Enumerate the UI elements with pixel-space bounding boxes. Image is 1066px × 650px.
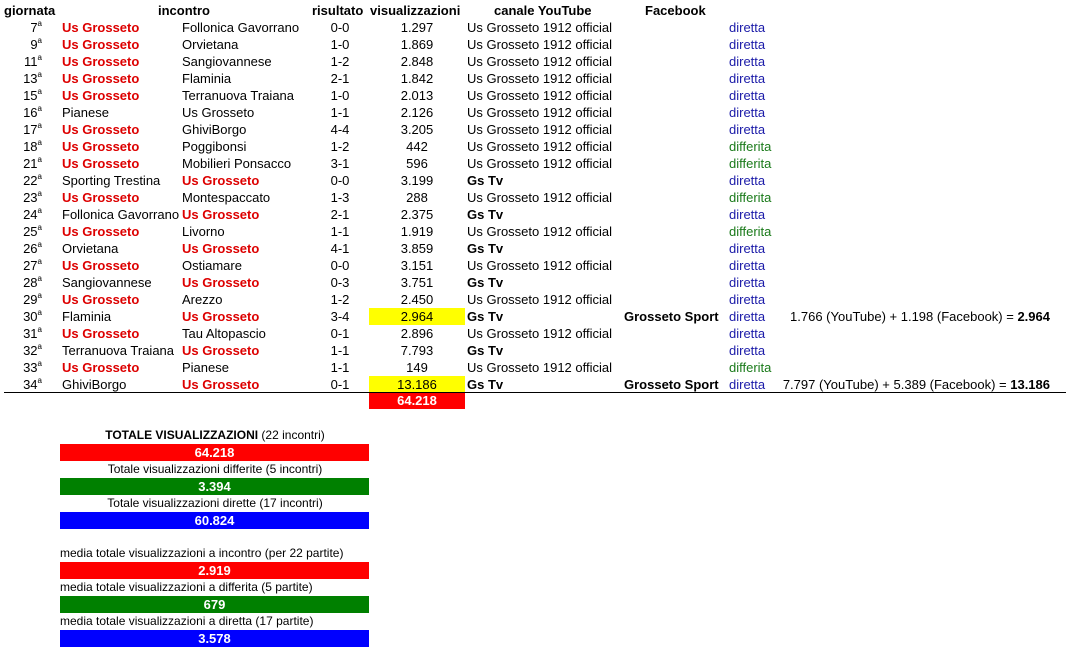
giornata-number: 32 [23, 343, 38, 358]
home-team: Us Grosseto [62, 156, 140, 171]
away-team: Orvietana [182, 37, 239, 52]
summary-value-bar: 2.919 [60, 562, 369, 579]
facebook-page: Grosseto Sport [624, 377, 719, 392]
youtube-channel: Gs Tv [467, 207, 504, 222]
header-facebook: Facebook [645, 3, 706, 18]
views-value: 13.186 [397, 377, 437, 392]
broadcast-type: diretta [729, 88, 766, 103]
summary-label [60, 461, 370, 477]
header-risultato: risultato [312, 3, 364, 18]
ordinal-suffix: a [37, 376, 42, 385]
table-row [0, 223, 1066, 240]
giornata-cell [4, 376, 42, 393]
giornata-cell [4, 359, 42, 376]
giornata-number: 25 [23, 224, 38, 239]
youtube-channel: Gs Tv [467, 241, 504, 256]
youtube-channel: Us Grosseto 1912 official [467, 105, 612, 120]
table-row [0, 155, 1066, 172]
result: 1-0 [330, 37, 350, 52]
ordinal-suffix: a [37, 36, 42, 45]
result: 0-1 [330, 377, 350, 392]
giornata-number: 21 [23, 156, 38, 171]
away-team: Poggibonsi [182, 139, 247, 154]
giornata-number: 17 [23, 122, 38, 137]
ordinal-suffix: a [37, 257, 42, 266]
youtube-channel: Us Grosseto 1912 official [467, 139, 612, 154]
broadcast-type: diretta [729, 105, 766, 120]
home-team: Us Grosseto [62, 54, 140, 69]
giornata-cell [4, 206, 42, 223]
giornata-cell [4, 53, 42, 70]
giornata-number: 30 [23, 309, 38, 324]
giornata-number: 34 [23, 377, 38, 392]
table-row [0, 359, 1066, 376]
home-team: Follonica Gavorrano [62, 207, 180, 222]
table-row [0, 376, 1066, 393]
away-team: Us Grosseto [182, 377, 260, 392]
home-team: Us Grosseto [62, 71, 140, 86]
ordinal-suffix: a [37, 189, 42, 198]
youtube-channel: Us Grosseto 1912 official [467, 122, 612, 137]
giornata-cell [4, 257, 42, 274]
giornata-cell [4, 19, 42, 36]
giornata-cell [4, 87, 42, 104]
ordinal-suffix: a [37, 291, 42, 300]
home-team: Us Grosseto [62, 224, 140, 239]
home-team: Pianese [62, 105, 109, 120]
giornata-cell [4, 70, 42, 87]
views-cell [369, 87, 465, 104]
giornata-number: 16 [23, 105, 38, 120]
broadcast-type: diretta [729, 309, 766, 324]
home-team: Sangiovannese [62, 275, 152, 290]
ordinal-suffix: a [37, 172, 42, 181]
header-youtube: canale YouTube [494, 3, 592, 18]
summary-label-text: (22 incontri) [258, 428, 325, 442]
away-team: Mobilieri Ponsacco [182, 156, 292, 171]
table-row [0, 308, 1066, 325]
note-total: 2.964 [1017, 309, 1050, 324]
views-value: 3.151 [400, 258, 434, 273]
away-team: Montespaccato [182, 190, 271, 205]
views-value: 2.126 [400, 105, 434, 120]
home-team: Us Grosseto [62, 139, 140, 154]
result: 0-0 [330, 173, 350, 188]
summary-label-title: TOTALE VISUALIZZAZIONI [105, 428, 259, 442]
views-cell [369, 53, 465, 70]
result: 1-1 [330, 224, 350, 239]
views-value: 2.013 [400, 88, 434, 103]
giornata-number: 33 [23, 360, 38, 375]
giornata-number: 15 [23, 88, 38, 103]
result: 1-2 [330, 54, 350, 69]
away-team: Arezzo [182, 292, 223, 307]
away-team: Us Grosseto [182, 105, 255, 120]
away-team: GhiviBorgo [182, 122, 247, 137]
table-row [0, 189, 1066, 206]
giornata-cell [4, 36, 42, 53]
ordinal-suffix: a [37, 359, 42, 368]
views-value: 442 [406, 139, 428, 154]
views-value: 2.848 [400, 54, 434, 69]
views-value: 2.964 [400, 309, 434, 324]
ordinal-suffix: a [37, 138, 42, 147]
views-cell [369, 342, 465, 359]
broadcast-type: diretta [729, 343, 766, 358]
broadcast-type: diretta [729, 20, 766, 35]
youtube-channel: Us Grosseto 1912 official [467, 190, 612, 205]
broadcast-type: diretta [729, 54, 766, 69]
result: 1-0 [330, 88, 350, 103]
views-cell [369, 70, 465, 87]
views-breakdown-note [776, 308, 1050, 325]
giornata-number: 7 [30, 20, 38, 35]
youtube-channel: Gs Tv [467, 309, 504, 324]
youtube-channel: Us Grosseto 1912 official [467, 71, 612, 86]
views-cell [369, 308, 465, 325]
home-team: Us Grosseto [62, 122, 140, 137]
away-team: Pianese [182, 360, 229, 375]
away-team: Flaminia [182, 71, 232, 86]
views-cell [369, 138, 465, 155]
result: 0-0 [330, 20, 350, 35]
views-cell [369, 155, 465, 172]
views-value: 3.751 [400, 275, 434, 290]
broadcast-type: differita [729, 156, 772, 171]
away-team: Us Grosseto [182, 241, 260, 256]
result: 0-0 [330, 258, 350, 273]
broadcast-type: diretta [729, 173, 766, 188]
away-team: Us Grosseto [182, 275, 260, 290]
views-cell [369, 376, 465, 393]
giornata-cell [4, 104, 42, 121]
ordinal-suffix: a [37, 308, 42, 317]
summary-value-bar: 679 [60, 596, 369, 613]
views-value: 2.450 [400, 292, 434, 307]
away-team: Us Grosseto [182, 207, 260, 222]
giornata-number: 13 [23, 71, 38, 86]
youtube-channel: Gs Tv [467, 173, 504, 188]
ordinal-suffix: a [37, 87, 42, 96]
broadcast-type: diretta [729, 377, 766, 392]
giornata-number: 29 [23, 292, 38, 307]
views-value: 3.199 [400, 173, 434, 188]
giornata-number: 22 [23, 173, 38, 188]
result: 4-4 [330, 122, 350, 137]
giornata-cell [4, 155, 42, 172]
giornata-cell [4, 121, 42, 138]
summary-label [60, 495, 370, 511]
result: 3-4 [330, 309, 350, 324]
views-cell [369, 223, 465, 240]
ordinal-suffix: a [37, 70, 42, 79]
result: 0-3 [330, 275, 350, 290]
result: 1-1 [330, 343, 350, 358]
note-text: 7.797 (YouTube) + 5.389 (Facebook) = [782, 377, 1011, 392]
youtube-channel: Us Grosseto 1912 official [467, 20, 612, 35]
summary-value-bar: 60.824 [60, 512, 369, 529]
table-row [0, 70, 1066, 87]
result: 1-2 [330, 139, 350, 154]
youtube-channel: Us Grosseto 1912 official [467, 54, 612, 69]
table-row [0, 172, 1066, 189]
home-team: Us Grosseto [62, 326, 140, 341]
ordinal-suffix: a [37, 342, 42, 351]
broadcast-type: diretta [729, 258, 766, 273]
summary-label-text: Totale visualizzazioni differite (5 incontri) [107, 462, 323, 476]
summary-label [60, 427, 370, 443]
table-row [0, 257, 1066, 274]
broadcast-type: diretta [729, 241, 766, 256]
views-value: 1.869 [400, 37, 434, 52]
note-text: 1.766 (YouTube) + 1.198 (Facebook) = [790, 309, 1018, 324]
youtube-channel: Us Grosseto 1912 official [467, 88, 612, 103]
column-total: 64.218 [369, 393, 465, 409]
giornata-number: 18 [23, 139, 38, 154]
table-row [0, 240, 1066, 257]
ordinal-suffix: a [37, 223, 42, 232]
table-row [0, 138, 1066, 155]
summary-label-text: Totale visualizzazioni dirette (17 incontri) [107, 496, 323, 510]
views-cell [369, 291, 465, 308]
facebook-page: Grosseto Sport [624, 309, 719, 324]
views-value: 1.297 [400, 20, 434, 35]
away-team: Ostiamare [182, 258, 242, 273]
views-cell [369, 206, 465, 223]
broadcast-type: diretta [729, 326, 766, 341]
summary-label-text: media totale visualizzazioni a differita (5 partite) [60, 580, 313, 594]
ordinal-suffix: a [37, 240, 42, 249]
away-team: Tau Altopascio [182, 326, 266, 341]
views-cell [369, 240, 465, 257]
header-giornata: giornata [4, 3, 56, 18]
views-cell [369, 359, 465, 376]
views-cell [369, 121, 465, 138]
youtube-channel: Us Grosseto 1912 official [467, 360, 612, 375]
giornata-number: 27 [23, 258, 38, 273]
summary-label-text: media totale visualizzazioni a incontro (per 22 partite) [60, 546, 344, 560]
home-team: Us Grosseto [62, 190, 140, 205]
views-cell [369, 325, 465, 342]
home-team: Us Grosseto [62, 37, 140, 52]
table-row [0, 206, 1066, 223]
giornata-number: 28 [23, 275, 38, 290]
away-team: Follonica Gavorrano [182, 20, 300, 35]
giornata-cell [4, 240, 42, 257]
youtube-channel: Gs Tv [467, 343, 504, 358]
broadcast-type: differita [729, 190, 772, 205]
result: 3-1 [330, 156, 350, 171]
broadcast-type: diretta [729, 37, 766, 52]
header-visualizzazioni: visualizzazioni [370, 3, 461, 18]
header-incontro: incontro [158, 3, 210, 18]
views-cell [369, 19, 465, 36]
summary-value-bar: 3.394 [60, 478, 369, 495]
result: 1-3 [330, 190, 350, 205]
summary-value-bar: 3.578 [60, 630, 369, 647]
ordinal-suffix: a [37, 155, 42, 164]
youtube-channel: Us Grosseto 1912 official [467, 224, 612, 239]
table-row [0, 325, 1066, 342]
away-team: Us Grosseto [182, 343, 260, 358]
giornata-cell [4, 138, 42, 155]
giornata-number: 31 [23, 326, 38, 341]
giornata-number: 23 [23, 190, 38, 205]
youtube-channel: Gs Tv [467, 275, 504, 290]
result: 1-1 [330, 360, 350, 375]
views-cell [369, 36, 465, 53]
giornata-number: 24 [23, 207, 38, 222]
table-row [0, 104, 1066, 121]
giornata-cell [4, 172, 42, 189]
views-value: 1.842 [400, 71, 434, 86]
youtube-channel: Gs Tv [467, 377, 504, 392]
table-row [0, 291, 1066, 308]
home-team: GhiviBorgo [62, 377, 127, 392]
broadcast-type: diretta [729, 275, 766, 290]
summary-label [60, 579, 370, 595]
summary-value-bar: 64.218 [60, 444, 369, 461]
summary-label [60, 613, 370, 629]
broadcast-type: differita [729, 139, 772, 154]
views-value: 3.205 [400, 122, 434, 137]
away-team: Sangiovannese [182, 54, 272, 69]
views-cell [369, 104, 465, 121]
result: 1-2 [330, 292, 350, 307]
note-total: 13.186 [1010, 377, 1050, 392]
views-value: 2.896 [400, 326, 434, 341]
ordinal-suffix: a [37, 206, 42, 215]
result: 4-1 [330, 241, 350, 256]
table-row [0, 87, 1066, 104]
broadcast-type: differita [729, 224, 772, 239]
away-team: Us Grosseto [182, 173, 260, 188]
result: 0-1 [330, 326, 350, 341]
result: 1-1 [330, 105, 350, 120]
giornata-cell [4, 325, 42, 342]
youtube-channel: Us Grosseto 1912 official [467, 156, 612, 171]
youtube-channel: Us Grosseto 1912 official [467, 292, 612, 307]
broadcast-type: diretta [729, 292, 766, 307]
ordinal-suffix: a [37, 325, 42, 334]
views-breakdown-note [776, 376, 1050, 393]
summary-label [60, 545, 370, 561]
table-bottom-rule [4, 392, 1066, 393]
youtube-channel: Us Grosseto 1912 official [467, 258, 612, 273]
home-team: Us Grosseto [62, 88, 140, 103]
giornata-cell [4, 189, 42, 206]
views-value: 2.375 [400, 207, 434, 222]
giornata-cell [4, 291, 42, 308]
views-value: 596 [406, 156, 428, 171]
views-value: 1.919 [400, 224, 434, 239]
away-team: Us Grosseto [182, 309, 260, 324]
ordinal-suffix: a [37, 53, 42, 62]
giornata-number: 11 [24, 54, 38, 69]
table-row [0, 36, 1066, 53]
ordinal-suffix: a [37, 19, 42, 28]
away-team: Livorno [182, 224, 225, 239]
home-team: Us Grosseto [62, 360, 140, 375]
ordinal-suffix: a [37, 274, 42, 283]
youtube-channel: Us Grosseto 1912 official [467, 37, 612, 52]
table-row [0, 121, 1066, 138]
broadcast-type: diretta [729, 122, 766, 137]
broadcast-type: differita [729, 360, 772, 375]
table-row [0, 19, 1066, 36]
home-team: Us Grosseto [62, 258, 140, 273]
views-cell [369, 189, 465, 206]
table-row [0, 274, 1066, 291]
giornata-cell [4, 342, 42, 359]
views-value: 288 [406, 190, 428, 205]
views-value: 3.859 [400, 241, 434, 256]
result: 2-1 [330, 207, 350, 222]
home-team: Orvietana [62, 241, 119, 256]
home-team: Us Grosseto [62, 20, 140, 35]
giornata-number: 26 [23, 241, 38, 256]
giornata-cell [4, 223, 42, 240]
views-cell [369, 257, 465, 274]
views-value: 149 [406, 360, 428, 375]
home-team: Terranuova Traiana [62, 343, 175, 358]
broadcast-type: diretta [729, 71, 766, 86]
giornata-cell [4, 274, 42, 291]
giornata-number: 9 [30, 37, 38, 52]
youtube-channel: Us Grosseto 1912 official [467, 326, 612, 341]
home-team: Us Grosseto [62, 292, 140, 307]
table-row [0, 53, 1066, 70]
broadcast-type: diretta [729, 207, 766, 222]
ordinal-suffix: a [37, 121, 42, 130]
views-cell [369, 172, 465, 189]
away-team: Terranuova Traiana [182, 88, 295, 103]
table-row [0, 342, 1066, 359]
ordinal-suffix: a [37, 104, 42, 113]
home-team: Sporting Trestina [62, 173, 161, 188]
views-cell [369, 274, 465, 291]
home-team: Flaminia [62, 309, 112, 324]
giornata-cell [4, 308, 42, 325]
summary-label-text: media totale visualizzazioni a diretta (17 partite) [60, 614, 314, 628]
views-value: 7.793 [400, 343, 434, 358]
result: 2-1 [330, 71, 350, 86]
